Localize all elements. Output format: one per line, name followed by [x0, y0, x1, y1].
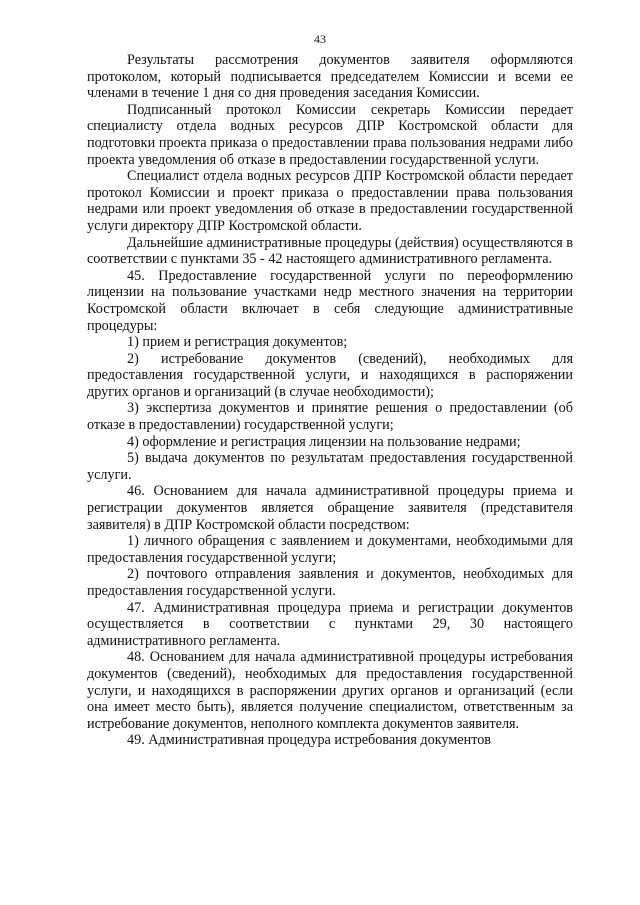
paragraph: 48. Основанием для начала административной процедуры истребования документов (сведений), необходимых для предоставления государственной услуги, и находящихся в распоряжении других органов и организаций (если она имеет место быть), является получение специалистом, ответственным за истребование документов, неполного комплекта документов заявителя.: [87, 649, 573, 732]
paragraph: 4) оформление и регистрация лицензии на пользование недрами;: [127, 433, 521, 450]
paragraph: 5) выдача документов по результатам предоставления государственной услуги.: [87, 450, 573, 483]
paragraph: 3) экспертиза документов и принятие решения о предоставлении (об отказе в предоставлении) государственной услуги;: [87, 400, 573, 434]
document-body: [87, 52, 573, 749]
paragraph: 46. Основанием для начала административной процедуры приема и регистрации документов является обращение заявителя (представителя заявителя) в ДПР Костромской области посредством:: [87, 483, 573, 533]
paragraph: 1) личного обращения с заявлением и документами, необходимыми для предоставления государственной услуги;: [87, 533, 573, 566]
paragraph: Специалист отдела водных ресурсов ДПР Костромской области передает протокол Комиссии и проект приказа о предоставлении права пользования недрами или проект уведомления об отказе в предоставлении государственной услуги директору ДПР Костромской области.: [87, 168, 573, 234]
paragraph: 2) истребование документов (сведений), необходимых для предоставления государственной услуги, и находящихся в распоряжении других органов и организаций (в случае необходимости);: [87, 350, 573, 400]
paragraph: 1) прием и регистрация документов;: [127, 334, 348, 351]
page-number: 43: [314, 32, 326, 46]
paragraph: 45. Предоставление государственной услуги по переоформлению лицензии на пользование участками недр местного значения на территории Костромской области включает в себя следующие административные процедуры:: [87, 267, 573, 334]
paragraph: Подписанный протокол Комиссии секретарь Комиссии передает специалисту отдела водных ресурсов ДПР Костромской области для подготовки проекта приказа о предоставлении права пользования недрами либо проекта уведомления об отказе в предоставлении государственной услуги.: [87, 101, 573, 168]
paragraph: Результаты рассмотрения документов заявителя оформляются протоколом, который подписывается председателем Комиссии и всеми ее членами в течение 1 дня со дня проведения заседания Комиссии.: [87, 52, 573, 102]
paragraph: 2) почтового отправления заявления и документов, необходимых для предоставления государственной услуги.: [87, 566, 573, 599]
paragraph: 47. Административная процедура приема и регистрации документов осуществляется в соответствии с пунктами 29, 30 настоящего административного регламента.: [87, 599, 573, 649]
paragraph: 49. Административная процедура истребования документов: [127, 732, 491, 749]
paragraph: Дальнейшие административные процедуры (действия) осуществляются в соответствии с пунктами 35 - 42 настоящего административного регламента.: [87, 234, 573, 268]
